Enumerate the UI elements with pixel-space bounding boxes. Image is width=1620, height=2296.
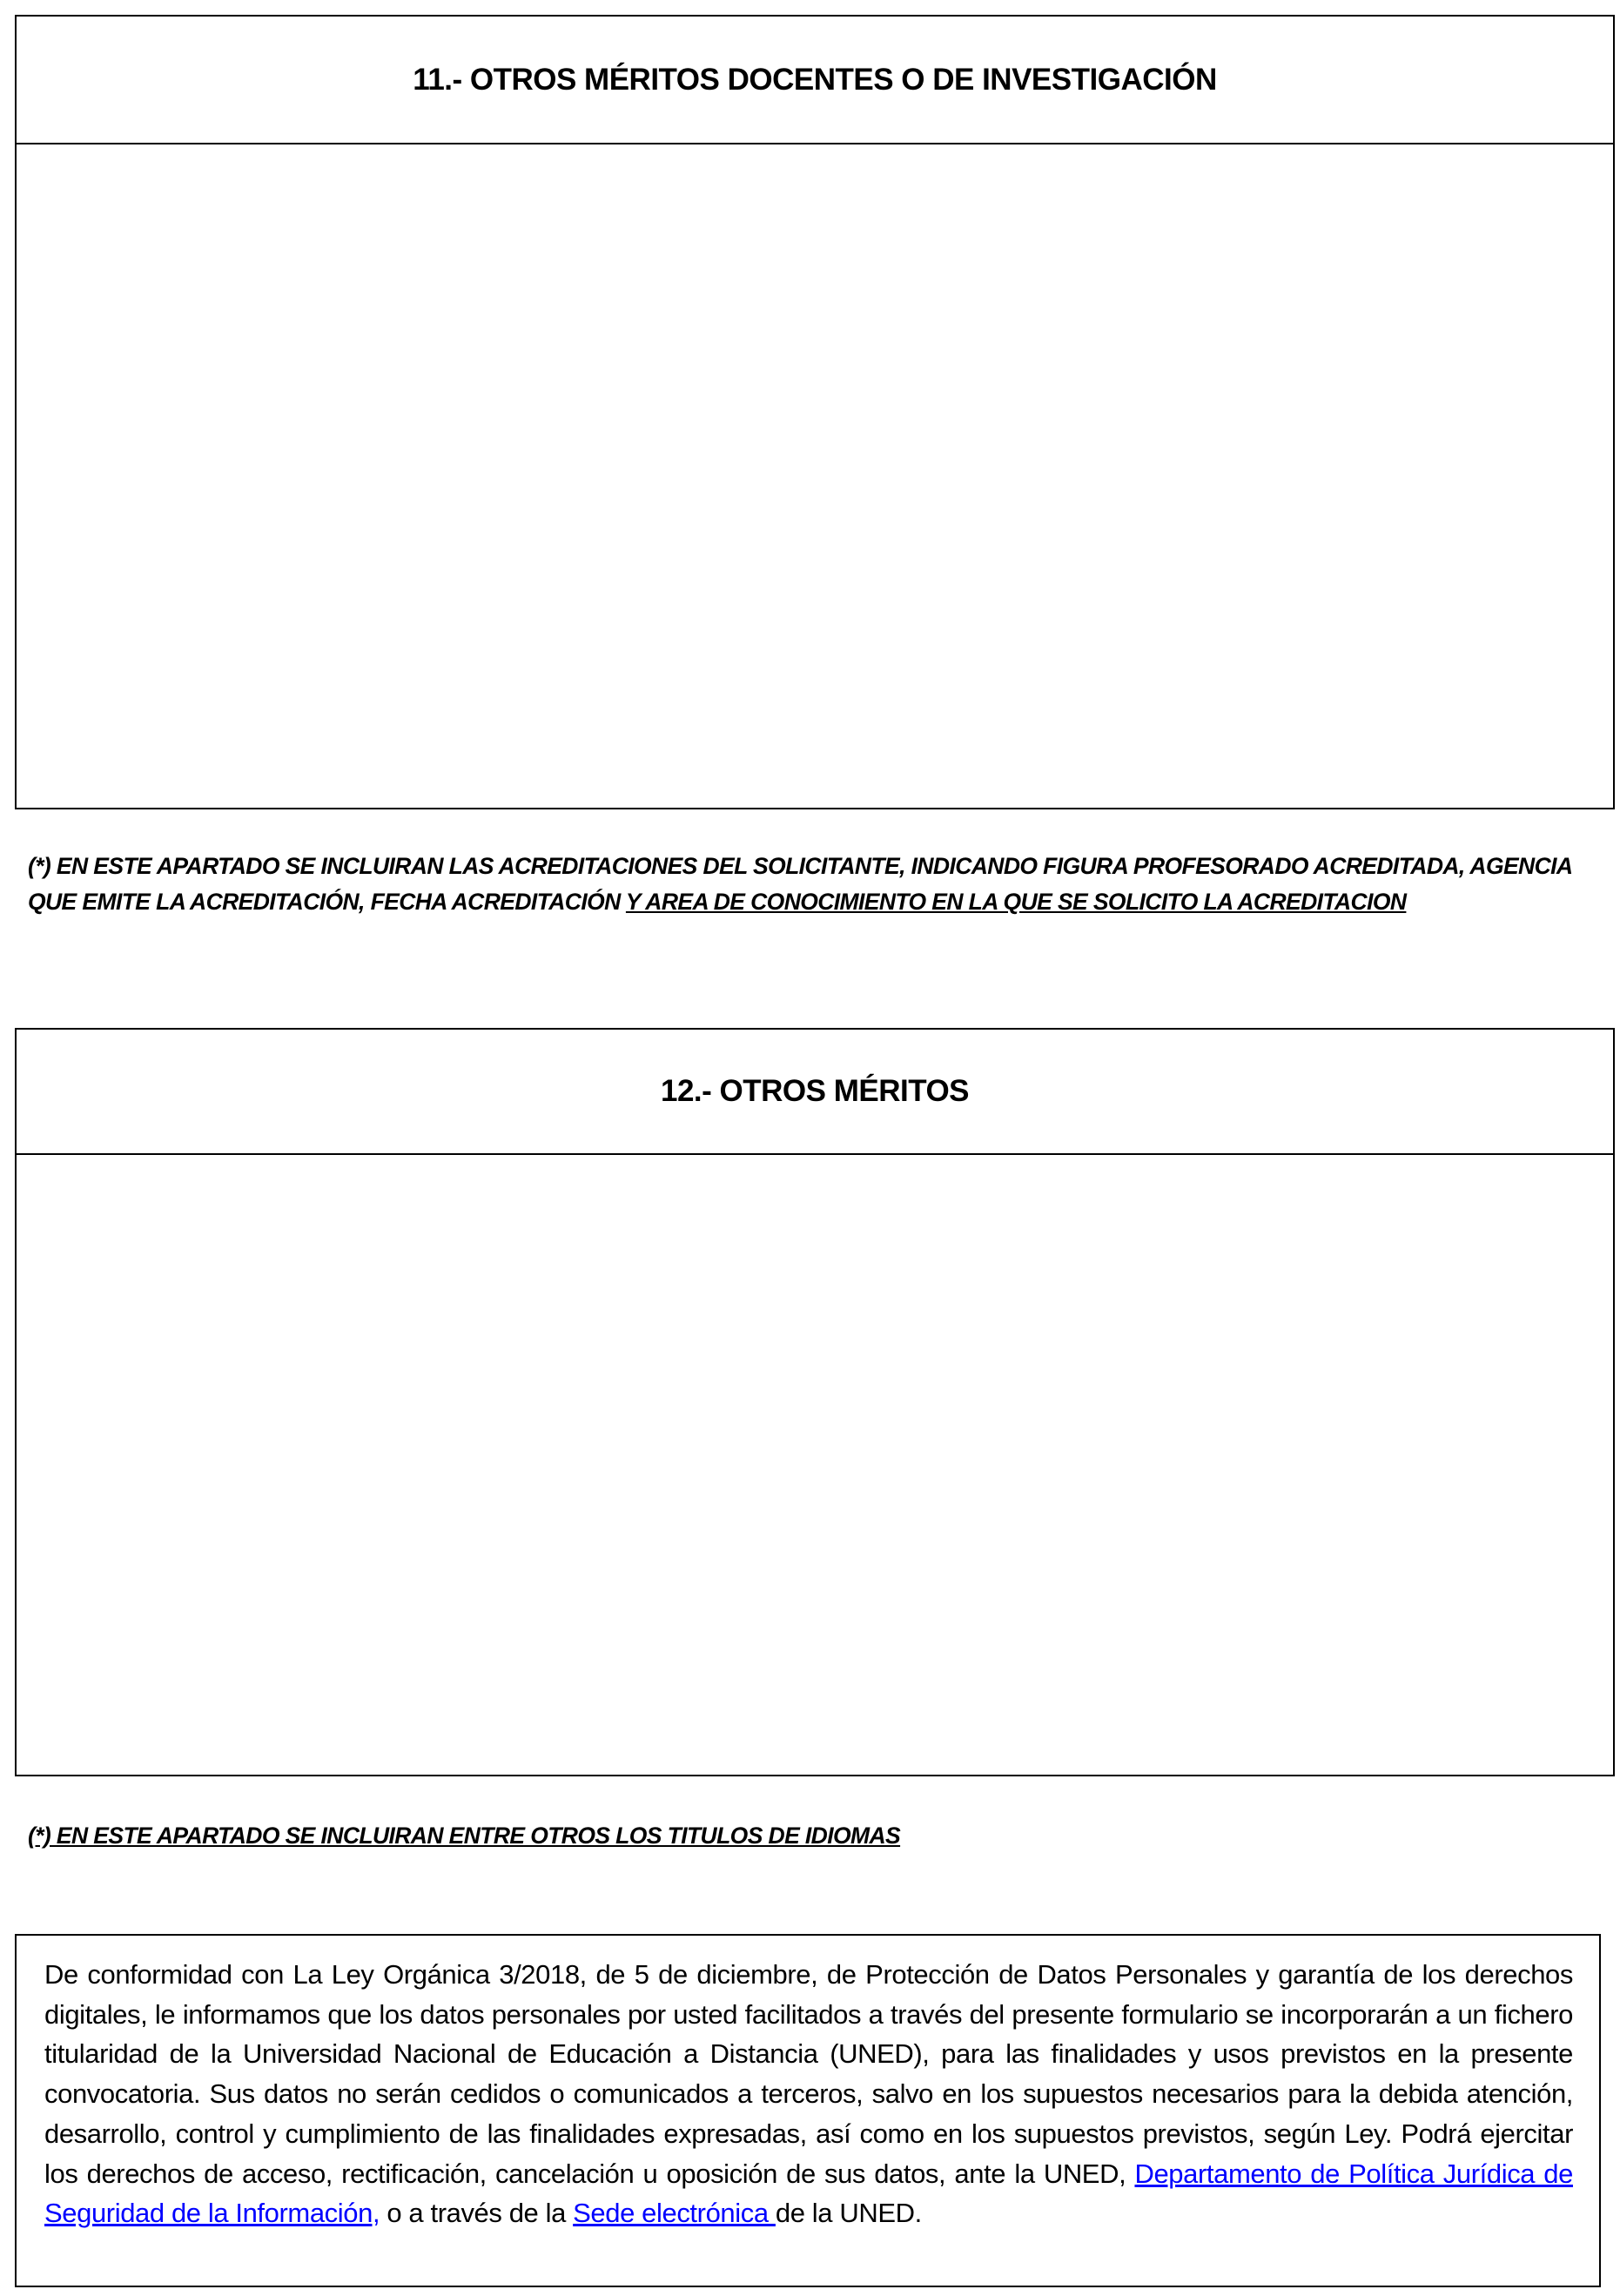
section-12-box (15, 1028, 1615, 1776)
data-protection-notice (15, 1934, 1601, 2287)
section-11-note-text: (*) EN ESTE APARTADO SE INCLUIRAN LAS ACREDITACIONES DEL SOLICITANTE, INDICANDO FIGURA PROFESORADO ACREDITADA, AGENCIA QUE EMITE LA ACREDITACIÓN, FECHA ACREDITACIÓN (28, 853, 1572, 915)
section-11-note-underlined: Y AREA DE CONOCIMIENTO EN LA QUE SE SOLICITO LA ACREDITACION (625, 889, 1407, 915)
legal-text-2: o a través de la (380, 2198, 574, 2229)
section-11-note (28, 849, 1595, 920)
legal-text-1: De conformidad con La Ley Orgánica 3/2018, de 5 de diciembre, de Protección de Datos Personales y garantía de los derechos digitales, le informamos que los datos personales por usted facilitados a través del presente formulario se incorporarán a un fichero titularidad de la Universidad Nacional de Educación a Distancia (UNED), para las finalidades y usos previstos en la presente convocatoria. Sus datos no serán cedidos o comunicados a terceros, salvo en los supuestos necesarios para la debida atención, desarrollo, control y cumplimiento de las finalidades expresadas, así como en los supuestos previstos, según Ley. Podrá ejercitar los derechos de acceso, rectificación, cancelación u oposición de sus datos, ante la UNED, (44, 1959, 1573, 2189)
section-11-box (15, 15, 1615, 809)
section-11-content-area[interactable] (17, 144, 1613, 808)
section-12-note-text: (*) EN ESTE APARTADO SE INCLUIRAN ENTRE OTROS LOS TITULOS DE IDIOMAS (28, 1823, 901, 1849)
section-12-content-area[interactable] (17, 1155, 1613, 1775)
section-12-title: 12.- OTROS MÉRITOS (17, 1030, 1613, 1155)
section-12-note (28, 1818, 1595, 1854)
policy-department-link[interactable]: Departamento de Política Jurídica de Seguridad de la Información, (44, 2158, 1573, 2229)
section-11-title: 11.- OTROS MÉRITOS DOCENTES O DE INVESTIGACIÓN (17, 17, 1613, 144)
legal-text-3: de la UNED. (775, 2198, 922, 2229)
sede-electronica-link[interactable]: Sede electrónica (573, 2198, 776, 2229)
